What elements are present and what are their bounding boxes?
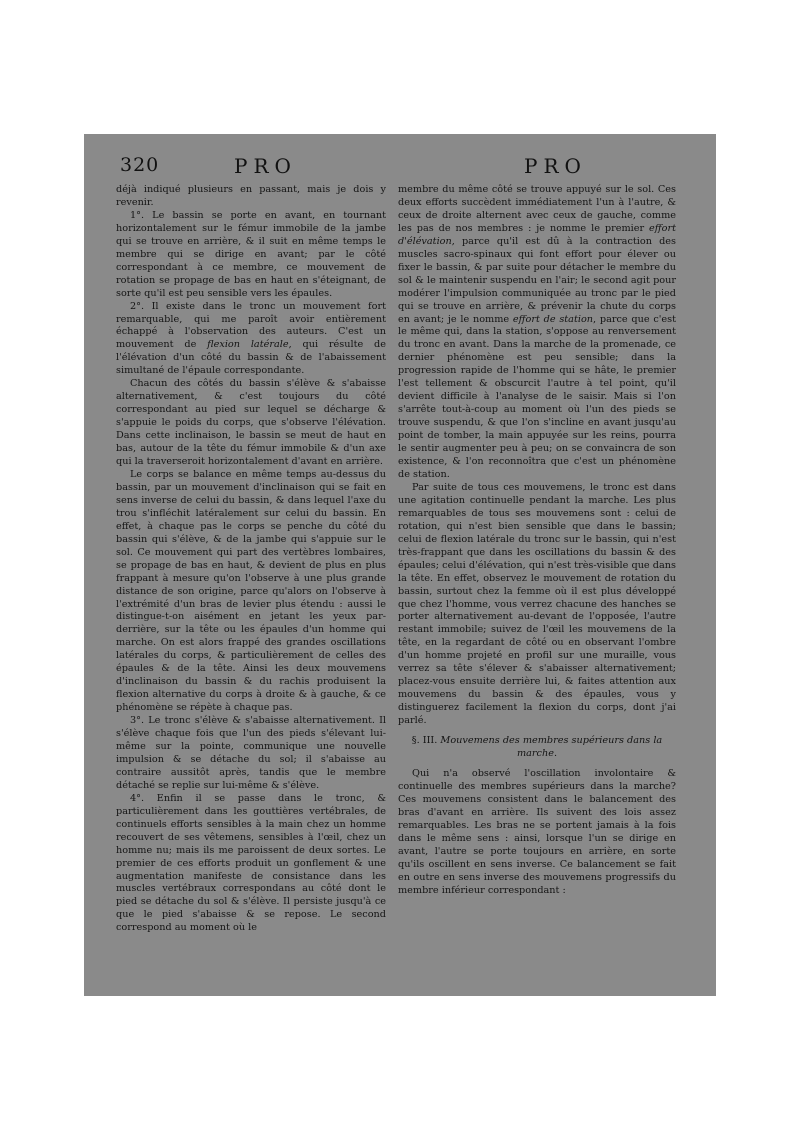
paragraph: Chacun des côtés du bassin s'élève & s'abaisse alternativement, & c'est toujours du côté correspondant au pied sur lequel se décharge & s'appuie le poids du corps, que s'observe l'élévation. Dans cette inclinaison, le bassin se meut de haut en bas, autour de la tête du fémur immobile & d'un axe qui la traverseroit horizontalement d'avant en arrière. [116,378,386,468]
text-run: , parce qu'il est dû à la contraction des muscles sacro-spinaux qui font effort pour élever ou fixer le bassin, & par suite pour détacher le membre du sol & le maintenir suspendu en l'air; le second agit pour modérer l'impulsion communiquée au tronc par le pied qui se trouve en arrière, & prévenir la chute du corps en avant; je le nomme [398,235,676,325]
italic-term: effort de station [512,313,594,325]
paragraph: Qui n'a observé l'oscillation involontaire & continuelle des membres supérieurs dans la marche? Ces mouvemens consistent dans le balancement des bras d'avant en arrière. Ils suivent des lois assez remarquables. Les bras ne se portent jamais à la fois dans le même sens : ainsi, lorsque l'un se dirige en avant, l'autre se porte toujours en arrière, en sorte qu'ils oscillent en sens inverse. Ce balancement se fait en outre en sens inverse des mouvemens progressifs du membre inférieur correspondant : [398,768,676,896]
italic-term: flexion latérale [207,339,289,351]
text-run: , parce que c'est le même qui, dans la station, s'oppose au renversement du tronc en avant. Dans la marche de la promenade, ce dernier phénomène est peu sensible; dans la progression rapide de l'homme qui se hâte, le premier l'est tellement & obscurcit l'autre à tel point, qu'il devient difficile à l'analyse de le saisir. Mais si l'on s'arrête tout-à-coup au moment où l'un des pieds se trouve suspendu, & que l'on s'incline en avant jusqu'au point de tomber, la main appuyée sur les reins, pourra le sentir augmenter peu à peu; on se convaincra de son existence, & l'on reconnoîtra que c'est un phénomène de station. [398,313,676,480]
right-column [398,184,676,898]
paragraph: déjà indiqué plusieurs en passant, mais je dois y revenir. [116,184,386,208]
section-number: §. III. [411,735,441,747]
text-run: , qui résulte de l'élévation d'un côté du bassin & de l'abaissement simultané de l'épaule correspondante. [116,339,386,377]
paragraph: Par suite de tous ces mouvemens, le tronc est dans une agitation continuelle pendant la marche. Les plus remarquables de tous ses mouvemens sont : celui de rotation, qui n'est bien sensible que dans le bassin; celui de flexion latérale du tronc sur le bassin, qui n'est très-frappant que dans les oscillations du bassin & des épaules; celui d'élévation, qui n'est très-visible que dans la tête. En effet, observez le mouvement de rotation du bassin, surtout chez la femme où il est plus développé que chez l'homme, vous verrez chacune des hanches se porter alternativement au-devant de l'opposée, l'autre restant immobile; suivez de l'œil les mouvemens de la tête, en la regardant de côté ou en observant l'ombre d'un homme projeté en profil sur une muraille, vous verrez sa tête s'élever & s'abaisser alternativement; placez-vous ensuite derrière lui, & faites attention aux mouvemens du bassin & des épaules, vous y distinguerez facilement la flexion du corps, dont j'ai parlé. [398,481,676,727]
paragraph: 1°. Le bassin se porte en avant, en tournant horizontalement sur le fémur immobile de la jambe qui se trouve en arrière, & il suit en même temps le membre qui se dirige en avant; par le côté correspondant à ce membre, ce mouvement de rotation se propage de bas en haut en s'éteignant, de sorte qu'il est peu sensible vers les épaules. [116,209,386,299]
paragraph [398,184,676,482]
paragraph: 4°. Enfin il se passe dans le tronc, & particulièrement dans les gouttières vertébrales, de continuels efforts sensibles à la main chez un homme recouvert de ses vêtemens, sensibles à l'œil, chez un homme nu; mais ils me paroissent de deux sortes. Le premier de ces efforts produit un gonflement & une augmentation manifeste de consistance dans les muscles vertébraux correspondans au côté dont le pied se détache du sol & s'élève. Il persiste jusqu'à ce que le pied s'abaisse & se repose. Le second correspond au moment où le [116,792,386,934]
running-title-left: PRO [234,154,297,178]
paragraph: 3°. Le tronc s'élève & s'abaisse alternativement. Il s'élève chaque fois que l'un des pieds s'élevant lui-même sur la pointe, communique une nouvelle impulsion & se détache du sol; il s'abaisse au contraire aussitôt après, tandis que le membre détaché se replie sur lui-même & s'élève. [116,715,386,791]
paragraph [116,301,386,379]
italic-term: effort d'élévation [398,222,676,247]
running-title-right: PRO [524,154,587,178]
section-title: Mouvemens des membres supérieurs dans la marche. [440,735,663,760]
page-number: 320 [120,154,160,176]
left-column [116,184,386,935]
text-run: membre du même côté se trouve appuyé sur le sol. Ces deux efforts succèdent immédiatement l'un à l'autre, & ceux de droite alternent avec ceux de gauche, comme les pas de nos membres : je nomme le premier [398,184,676,234]
paragraph: Le corps se balance en même temps au-dessus du bassin, par un mouvement d'inclinaison qui se fait en sens inverse de celui du bassin, & dans lequel l'axe du trou s'infléchit latéralement sur celui du bassin. En effet, à chaque pas le corps se penche du côté du bassin qui s'élève, & de la jambe qui s'appuie sur le sol. Ce mouvement qui part des vertèbres lombaires, se propage de bas en haut, & devient de plus en plus frappant à mesure qu'on l'observe à une plus grande distance de son origine, parce qu'alors on l'observe à l'extrémité d'un bras de levier plus étendu : aussi le distingue-t-on aisément en jetant les yeux par-derrière, sur la tête ou les épaules d'un homme qui marche. On est alors frappé des grandes oscillations latérales du corps, & particulièrement de celles des épaules & de la tête. Ainsi les deux mouvemens d'inclinaison du bassin & du rachis produisent la flexion alternative du corps à droite & à gauche, & ce phénomène se répète à chaque pas. [116,468,386,714]
text-run: 2°. Il existe dans le tronc un mouvement fort remarquable, qui me paroît avoir entièrement échappé à l'observation des auteurs. C'est un mouvement de [116,300,386,351]
scanned-page [84,134,716,996]
section-heading [398,734,676,760]
running-head [84,154,716,176]
